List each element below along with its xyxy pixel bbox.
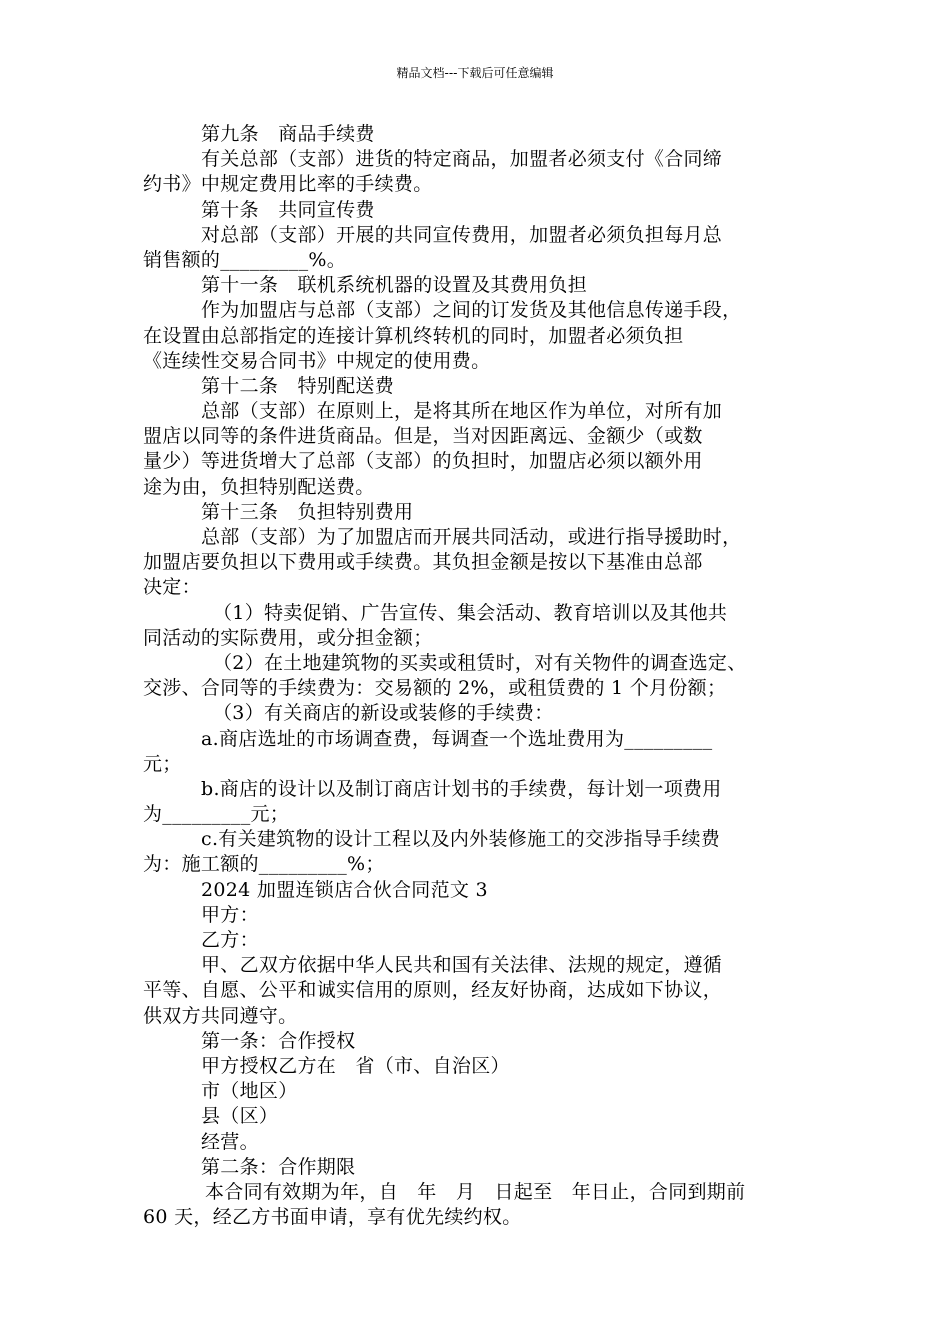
text-line: 总部（支部）为了加盟店而开展共同活动，或进行指导援助时， bbox=[201, 526, 742, 548]
text-line: 甲方： bbox=[201, 903, 259, 926]
text-line: 甲方授权乙方在 省（市、自治区） bbox=[201, 1054, 510, 1077]
document-body bbox=[143, 122, 807, 1230]
text-line: 为：施工额的_________%； bbox=[143, 853, 385, 876]
text-line: 为_________元； bbox=[143, 803, 290, 826]
text-line: 甲、乙双方依据中华人民共和国有关法律、法规的规定，遵循 bbox=[201, 954, 723, 977]
text-line: 对总部（支部）开展的共同宣传费用，加盟者必须负担每月总 bbox=[201, 223, 723, 246]
text-line: 60 天，经乙方书面申请，享有优先续约权。 bbox=[143, 1206, 522, 1229]
text-line: 作为加盟店与总部（支部）之间的订发货及其他信息传递手段， bbox=[201, 299, 742, 322]
text-line: 第十条 共同宣传费 bbox=[201, 198, 375, 221]
text-line: 第十二条 特别配送费 bbox=[201, 374, 395, 397]
text-line: 2024 加盟连锁店合伙合同范文 3 bbox=[201, 878, 488, 901]
text-line: 决定： bbox=[143, 576, 201, 599]
text-line: 平等、自愿、公平和诚实信用的原则，经友好协商，达成如下协议， bbox=[143, 979, 723, 1002]
text-line: 县（区） bbox=[201, 1105, 279, 1128]
text-line: 市（地区） bbox=[201, 1080, 298, 1103]
text-line: （3）有关商店的新设或装修的手续费： bbox=[213, 702, 554, 725]
text-line: 《连续性交易合同书》中规定的使用费。 bbox=[143, 349, 491, 372]
text-line: c.有关建筑物的设计工程以及内外装修施工的交涉指导手续费 bbox=[201, 828, 721, 851]
page-header: 精品文档---下载后可任意编辑 bbox=[396, 66, 554, 80]
text-line: 在设置由总部指定的连接计算机终转机的同时，加盟者必须负担 bbox=[143, 324, 684, 347]
text-line: 第二条：合作期限 bbox=[201, 1155, 356, 1178]
text-line: （2）在土地建筑物的买卖或租赁时，对有关物件的调查选定、 bbox=[213, 651, 747, 674]
text-line: 约书》中规定费用比率的手续费。 bbox=[143, 173, 433, 196]
text-line: 同活动的实际费用，或分担金额； bbox=[143, 626, 433, 649]
text-line: 途为由，负担特别配送费。 bbox=[143, 475, 375, 498]
text-line: 总部（支部）在原则上，是将其所在地区作为单位，对所有加 bbox=[201, 400, 723, 423]
text-line: 有关总部（支部）进货的特定商品，加盟者必须支付《合同缔 bbox=[201, 148, 723, 171]
text-line: 第十三条 负担特别费用 bbox=[201, 500, 414, 523]
text-line: b.商店的设计以及制订商店计划书的手续费，每计划一项费用 bbox=[201, 777, 722, 800]
text-line: 销售额的_________%。 bbox=[143, 248, 347, 271]
text-line: 量少）等进货增大了总部（支部）的负担时，加盟店必须以额外用 bbox=[143, 450, 703, 473]
text-line: 乙方： bbox=[201, 929, 259, 951]
text-line: 加盟店要负担以下费用或手续费。其负担金额是按以下基准由总部 bbox=[143, 551, 703, 574]
text-line: （1）特卖促销、广告宣传、集会活动、教育培训以及其他共 bbox=[213, 601, 728, 624]
text-line: 盟店以同等的条件进货商品。但是，当对因距离远、金额少（或数 bbox=[143, 425, 703, 448]
text-line: 第一条：合作授权 bbox=[201, 1029, 356, 1052]
text-line: 第十一条 联机系统机器的设置及其费用负担 bbox=[201, 274, 588, 297]
text-line: 交涉、合同等的手续费为：交易额的 2%，或租赁费的 1 个月份额； bbox=[143, 677, 727, 700]
text-line: 经营。 bbox=[201, 1130, 259, 1153]
text-line: 供双方共同遵守。 bbox=[143, 1004, 298, 1027]
text-line: 第九条 商品手续费 bbox=[201, 123, 375, 145]
text-line: 本合同有效期为年，自 年 月 日起至 年日止，合同到期前 bbox=[205, 1180, 746, 1203]
text-line: 元； bbox=[143, 752, 182, 775]
text-line: a.商店选址的市场调查费，每调查一个选址费用为_________ bbox=[201, 727, 713, 750]
